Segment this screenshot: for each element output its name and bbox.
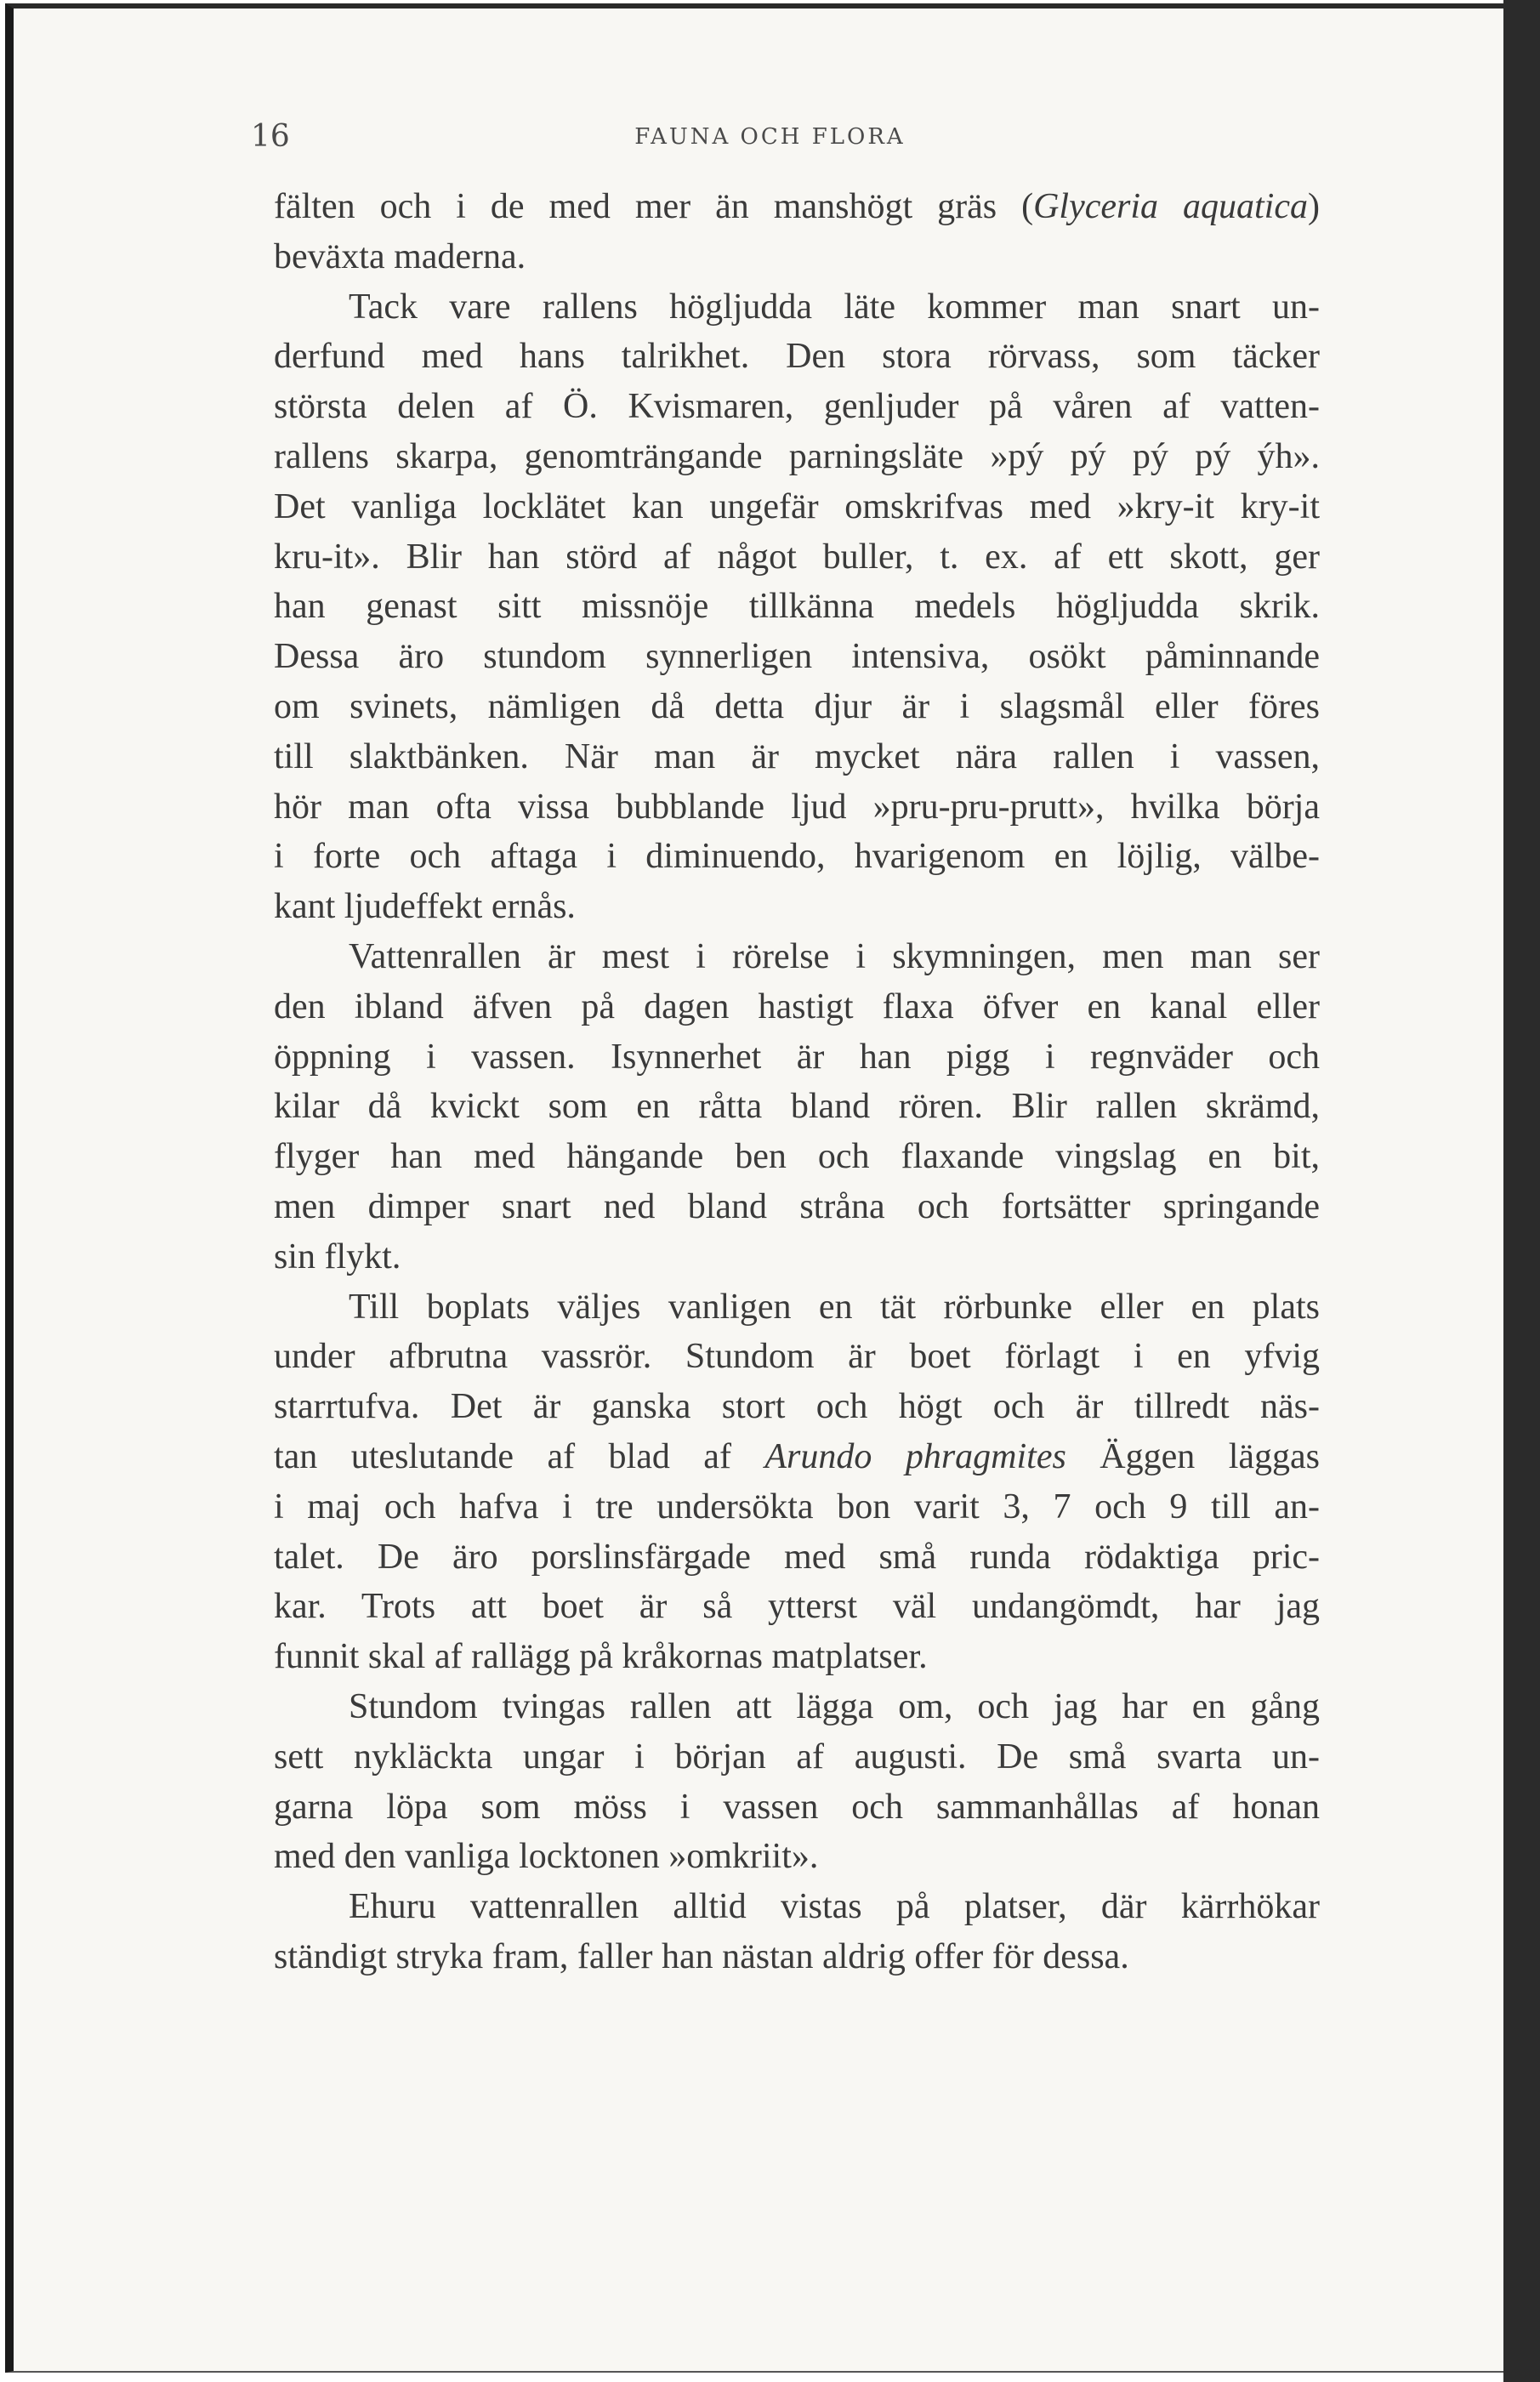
text-line: [274, 1682, 1320, 1732]
text-run: kru-it». Blir han störd af något buller, t. ex. af ett skott, ger: [274, 537, 1320, 577]
text-line: [274, 1182, 1320, 1232]
text-run: i maj och hafva i tre undersökta bon varit 3, 7 och 9 till an-: [274, 1487, 1320, 1526]
text-line: [274, 182, 1320, 232]
text-run: derfund med hans talrikhet. Den stora rörvass, som täcker: [274, 337, 1320, 377]
text-line: [274, 982, 1320, 1032]
text-run: med den vanliga locktonen »omkriit».: [274, 1837, 819, 1877]
page-number: 16: [251, 119, 290, 154]
paragraph: [274, 1882, 1320, 1982]
text-run: talet. De äro porslinsfärgade med små runda rödaktiga pric-: [274, 1537, 1320, 1577]
text-run: kant ljudeffekt ernås.: [274, 887, 576, 927]
text-line: [274, 1332, 1320, 1382]
text-line: [274, 532, 1320, 583]
text-line: [274, 682, 1320, 732]
text-line: [274, 1432, 1320, 1482]
text-line: [274, 732, 1320, 782]
text-run: men dimper snart ned bland stråna och fortsätter springande: [274, 1186, 1320, 1226]
italic-species-name: Arundo phragmites: [764, 1436, 1066, 1476]
text-line: [274, 1782, 1320, 1833]
scan-edge-strip: [1503, 0, 1540, 2382]
text-line: [274, 632, 1320, 682]
text-run: rallens skarpa, genomträngande parningsläte »pý pý pý pý ýh».: [274, 436, 1320, 476]
text-run: Äggen läggas: [1065, 1436, 1321, 1476]
text-line: [274, 1132, 1320, 1182]
text-line: [274, 1482, 1320, 1532]
text-run: Stundom tvingas rallen att lägga om, och jag har en gång: [349, 1686, 1320, 1726]
text-run: den ibland äfven på dagen hastigt flaxa öfver en kanal eller: [274, 986, 1320, 1026]
text-line: [274, 432, 1320, 482]
text-line: [274, 1832, 1320, 1882]
paragraph: [274, 1282, 1320, 1682]
text-run: fälten och i de med mer än manshögt gräs (: [274, 187, 1034, 226]
text-run: starrtufva. Det är ganska stort och högt och är tillredt näs-: [274, 1387, 1320, 1427]
text-run: till slaktbänken. När man är mycket nära rallen i vassen,: [274, 736, 1320, 776]
text-line: [274, 932, 1320, 982]
text-run: garna löpa som möss i vassen och sammanhållas af honan: [274, 1787, 1320, 1827]
text-run: Det vanliga locklätet kan ungefär omskrifvas med »kry-it kry-it: [274, 486, 1320, 526]
text-run: om svinets, nämligen då detta djur är i slagsmål eller föres: [274, 686, 1320, 726]
text-run: under afbrutna vassrör. Stundom är boet förlagt i en yfvig: [274, 1337, 1320, 1377]
text-run: hör man ofta vissa bubblande ljud »pru-pru-prutt», hvilka börja: [274, 787, 1320, 827]
text-run: han genast sitt missnöje tillkänna medels högljudda skrik.: [274, 587, 1320, 627]
text-run: ): [1308, 187, 1320, 226]
text-line: [274, 1632, 1320, 1682]
paragraph: [274, 932, 1320, 1282]
text-line: [274, 782, 1320, 833]
text-line: [274, 232, 1320, 282]
text-line: [274, 1932, 1320, 1982]
text-line: [274, 582, 1320, 632]
text-run: Tack vare rallens högljudda läte kommer man snart un-: [349, 287, 1320, 327]
text-line: [274, 1282, 1320, 1333]
text-line: [274, 1582, 1320, 1632]
paragraph: [274, 1682, 1320, 1882]
text-line: [274, 1032, 1320, 1083]
text-line: [274, 282, 1320, 333]
text-run: Ehuru vattenrallen alltid vistas på platser, där kärrhökar: [349, 1887, 1320, 1927]
text-line: [274, 1882, 1320, 1932]
text-line: [274, 1382, 1320, 1432]
text-line: [274, 332, 1320, 382]
body-text: [274, 182, 1320, 1982]
italic-species-name: Glyceria aquatica: [1033, 187, 1308, 226]
text-run: öppning i vassen. Isynnerhet är han pigg i regnväder och: [274, 1037, 1320, 1077]
text-run: sin flykt.: [274, 1236, 401, 1276]
text-run: största delen af Ö. Kvismaren, genljuder på våren af vatten-: [274, 387, 1320, 427]
text-run: ständigt stryka fram, faller han nästan aldrig offer för dessa.: [274, 1936, 1129, 1976]
text-run: kilar då kvickt som en råtta bland rören. Blir rallen skrämd,: [274, 1087, 1320, 1127]
text-run: Till boplats väljes vanligen en tät rörbunke eller en plats: [349, 1287, 1320, 1327]
text-line: [274, 1082, 1320, 1132]
text-line: [274, 882, 1320, 932]
paragraph: [274, 282, 1320, 932]
text-run: kar. Trots att boet är så ytterst väl undangömdt, har jag: [274, 1587, 1320, 1627]
text-line: [274, 832, 1320, 882]
text-line: [274, 482, 1320, 532]
text-run: funnit skal af rallägg på kråkornas matplatser.: [274, 1637, 928, 1677]
text-run: Vattenrallen är mest i rörelse i skymningen, men man ser: [349, 936, 1320, 976]
text-line: [274, 382, 1320, 432]
text-line: [274, 1232, 1320, 1282]
text-run: i forte och aftaga i diminuendo, hvarigenom en löjlig, välbe-: [274, 837, 1320, 877]
text-run: flyger han med hängande ben och flaxande vingslag en bit,: [274, 1137, 1320, 1177]
text-run: Dessa äro stundom synnerligen intensiva, osökt påminnande: [274, 637, 1320, 677]
text-run: tan uteslutande af blad af: [274, 1436, 765, 1476]
text-line: [274, 1732, 1320, 1782]
text-line: [274, 1532, 1320, 1583]
text-run: beväxta maderna.: [274, 236, 526, 276]
paragraph: [274, 182, 1320, 282]
running-head: FAUNA OCH FLORA: [634, 124, 906, 150]
text-run: sett nykläckta ungar i början af augusti. De små svarta un-: [274, 1737, 1320, 1777]
